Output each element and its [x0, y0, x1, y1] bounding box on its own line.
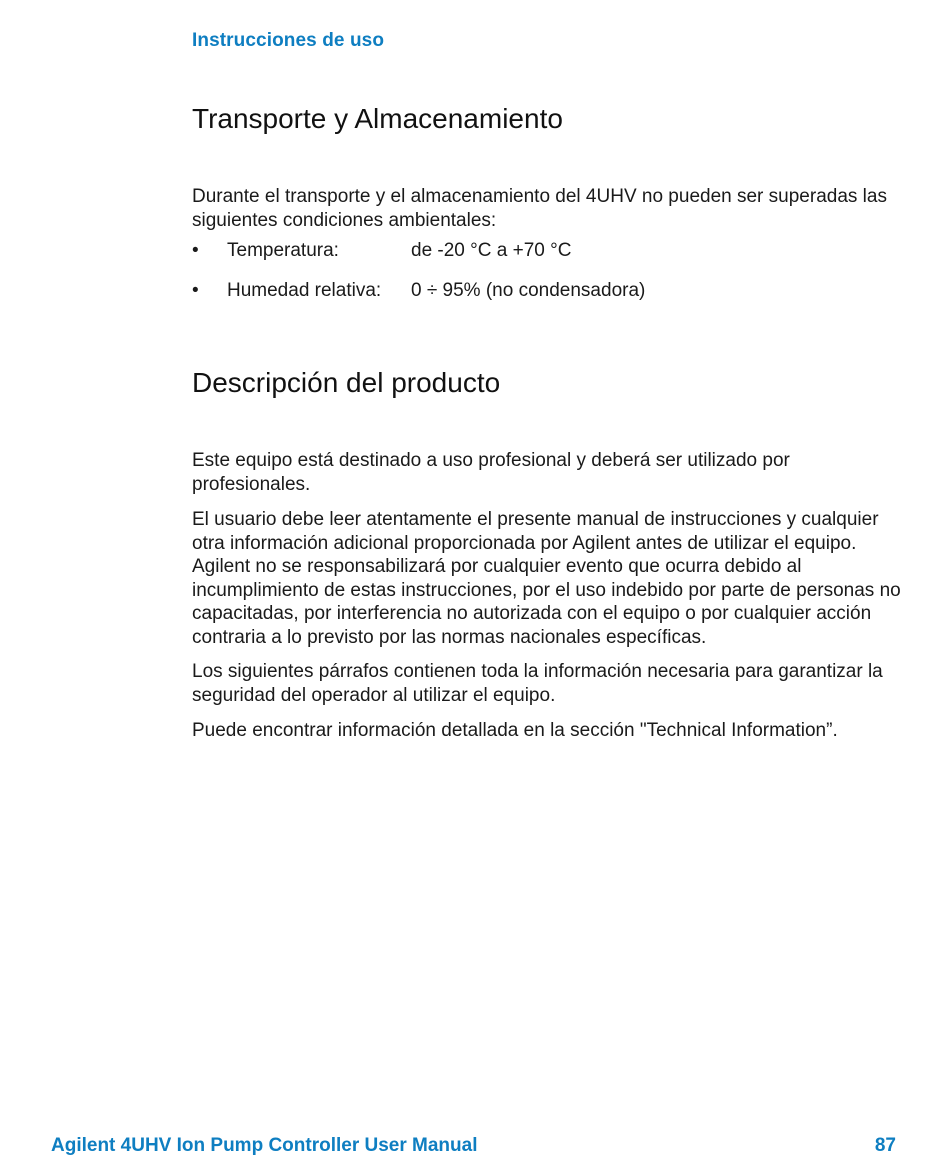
humidity-value: 0 ÷ 95% (no condensadora) [411, 280, 646, 301]
transport-intro-paragraph: Durante el transporte y el almacenamiento del 4UHV no pueden ser superadas las siguientes condiciones ambientales: [192, 186, 887, 231]
humidity-label: Humedad relativa: [227, 280, 382, 301]
section-title-description: Descripción del producto [192, 367, 501, 398]
description-paragraph-2: El usuario debe leer atentamente el presente manual de instrucciones y cualquier otra información adicional proporcionada por Agilent antes de utilizar el equipo. Agilent no se responsabilizará por cualquier evento que ocurra debido al incumplimiento de estas instrucciones, por el uso indebido por parte de personas no capacitadas, por interferencia no autorizada con el equipo o por cualquier acción contraria a lo previsto por las normas nacionales específicas. [192, 509, 901, 648]
description-paragraph-1: Este equipo está destinado a uso profesional y deberá ser utilizado por profesionales. [192, 450, 790, 495]
footer-page-number: 87 [874, 1135, 896, 1156]
bullet-icon: • [192, 280, 199, 301]
temperature-label: Temperatura: [227, 240, 339, 261]
bullet-icon: • [192, 240, 199, 261]
description-paragraph-3: Los siguientes párrafos contienen toda la información necesaria para garantizar la seguridad del operador al utilizar el equipo. [192, 661, 883, 706]
description-paragraph-4: Puede encontrar información detallada en la sección "Technical Information”. [192, 720, 838, 741]
temperature-value: de -20 °C a +70 °C [411, 240, 572, 261]
running-header: Instrucciones de uso [192, 30, 385, 51]
footer-manual-title: Agilent 4UHV Ion Pump Controller User Manual [51, 1135, 478, 1156]
section-title-transport: Transporte y Almacenamiento [192, 103, 563, 134]
